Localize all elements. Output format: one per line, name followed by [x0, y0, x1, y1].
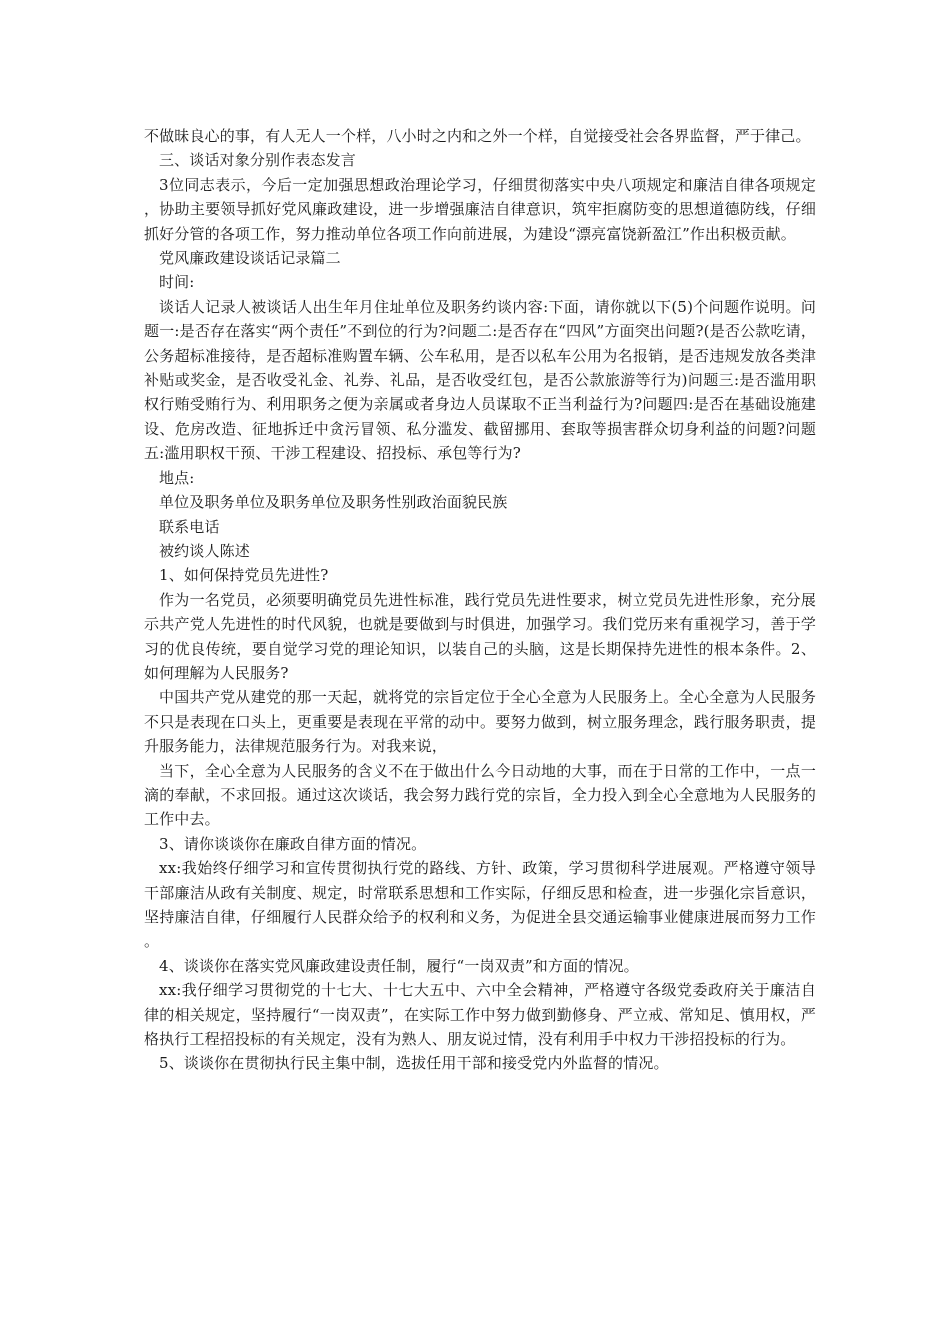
paragraph: 谈话人记录人被谈话人出生年月住址单位及职务约谈内容:下面，请你就以下(5)个问题作说明。问题一:是否存在落实“两个责任”不到位的行为?问题二:是否存在“四风”方面突出问题?(是否公款吃请，公务超标准接待，是否超标准购置车辆、公车私用，是否以私车公用为名报销，是否违规发放各类津补贴或奖金，是否收受礼金、礼券、礼品，是否收受红包，是否公款旅游等行为)问题三:是否滥用职权行贿受贿行为、利用职务之便为亲属或者身边人员谋取不正当利益行为?问题四:是否在基础设施建设、危房改造、征地拆迁中贪污冒领、私分滥发、截留挪用、套取等损害群众切身利益的问题?问题五:滥用职权干预、干涉工程建设、招投标、承包等行为?: [144, 297, 816, 463]
paragraph: xx:我始终仔细学习和宣传贯彻执行党的路线、方针、政策，学习贯彻科学进展观。严格遵守领导干部廉洁从政有关制度、规定，时常联系思想和工作实际，仔细反思和检查，进一步强化宗旨意识，坚持廉洁自律，仔细履行人民群众给予的权利和义务，为促进全县交通运输事业健康进展而努力工作。: [144, 859, 816, 951]
paragraph: xx:我仔细学习贯彻党的十七大、十七大五中、六中全会精神，严格遵守各级党委政府关于廉洁自律的相关规定，坚持履行“一岗双责”，在实际工作中努力做到勤修身、严立戒、常知足、慎用权，严格执行工程招投标的有关规定，没有为熟人、朋友说过情，没有利用手中权力干涉招投标的行为。: [144, 981, 816, 1049]
paragraph: 中国共产党从建党的那一天起，就将党的宗旨定位于全心全意为人民服务上。全心全意为人民服务不只是表现在口头上，更重要是表现在平常的动中。要努力做到，树立服务理念，践行服务职责，提升服务能力，法律规范服务行为。对我来说，: [144, 688, 816, 756]
question-heading: 3、请你谈谈你在廉政自律方面的情况。: [159, 834, 427, 853]
location-label: 地点:: [159, 468, 195, 487]
question-heading: 5、谈谈你在贯彻执行民主集中制，选拔任用干部和接受党内外监督的情况。: [159, 1054, 669, 1073]
section-heading: 三、谈话对象分别作表态发言: [159, 151, 356, 170]
statement-heading: 被约谈人陈述: [159, 541, 250, 560]
paragraph: 3位同志表示，今后一定加强思想政治理论学习，仔细贯彻落实中央八项规定和廉洁自律各项规定，协助主要领导抓好党风廉政建设，进一步增强廉洁自律意识，筑牢拒腐防变的思想道德防线，仔细抓好分管的各项工作，努力推动单位各项工作向前进展，为建设“漂亮富饶新盈江”作出积极贡献。: [144, 175, 816, 243]
paragraph: 当下，全心全意为人民服务的含义不在于做出什么今日动地的大事，而在于日常的工作中，一点一滴的奉献，不求回报。通过这次谈话，我会努力践行党的宗旨，全力投入到全心全意地为人民服务的工作中去。: [144, 761, 816, 829]
paragraph: 不做昧良心的事，有人无人一个样，八小时之内和之外一个样，自觉接受社会各界监督，严于律己。: [144, 127, 811, 145]
question-heading: 4、谈谈你在落实党风廉政建设责任制，履行“一岗双责”和方面的情况。: [159, 956, 639, 975]
document-body: [144, 124, 816, 1076]
phone-label: 联系电话: [159, 517, 220, 536]
question-heading: 1、如何保持党员先进性?: [159, 566, 329, 585]
form-fields-line: 单位及职务单位及职务单位及职务性别政治面貌民族: [159, 493, 508, 512]
paragraph: 作为一名党员，必须要明确党员先进性标准，践行党员先进性要求，树立党员先进性形象，充分展示共产党人先进性的时代风貌，也就是要做到与时俱进，加强学习。我们党历来有重视学习，善于学习的优良传统，要自觉学习党的理论知识，以装自己的头脑，这是长期保持先进性的根本条件。2、如何理解为人民服务?: [144, 590, 816, 682]
time-label: 时间:: [159, 273, 195, 292]
document-title: 党风廉政建设谈话记录篇二: [159, 249, 341, 268]
